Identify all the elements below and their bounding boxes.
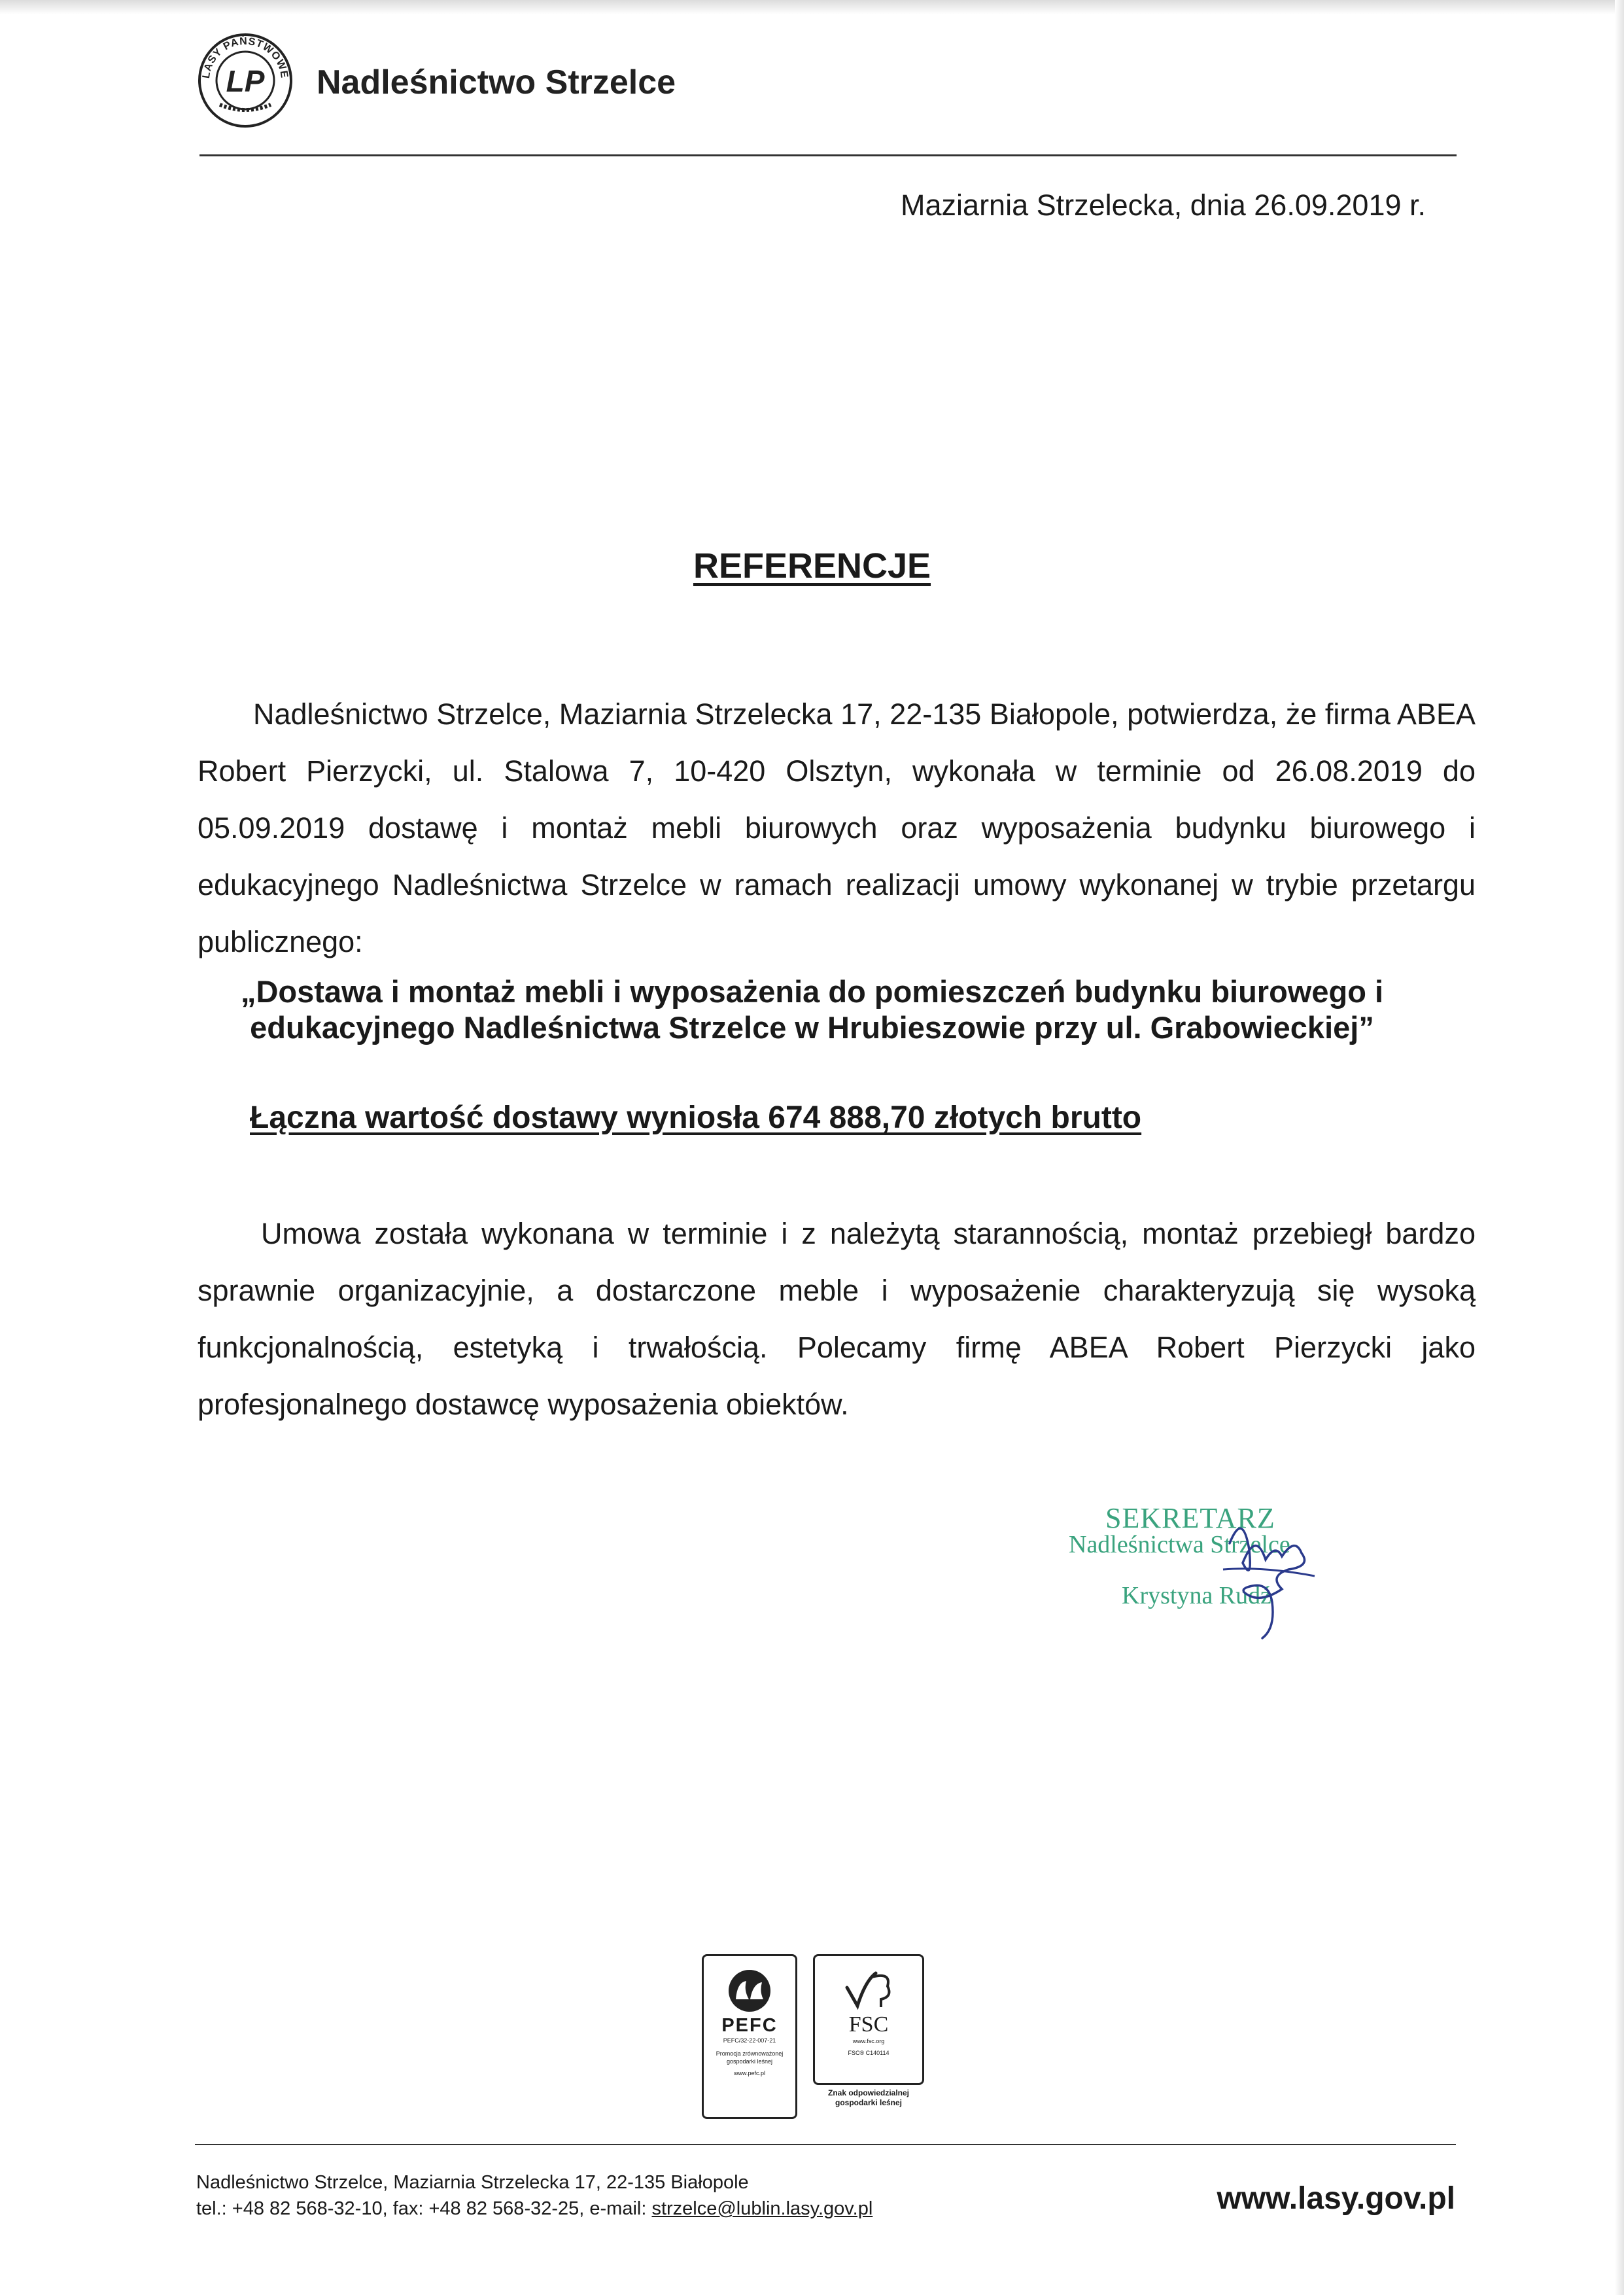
total-value-line: Łączna wartość dostawy wyniosła 674 888,70 złotych brutto <box>250 1100 1142 1135</box>
fsc-name: FSC <box>848 2012 889 2037</box>
lasy-panstwowe-logo <box>196 31 294 130</box>
footer-contact <box>196 2198 872 2220</box>
org-name: Nadleśnictwo Strzelce <box>317 63 676 101</box>
stamp-unit: Nadleśnictwa Strzelce <box>1069 1531 1290 1558</box>
pefc-code: PEFC/32-22-007-21 <box>723 2037 776 2044</box>
pefc-url: www.pefc.pl <box>733 2070 766 2076</box>
fsc-badge <box>813 1954 924 2085</box>
stamp-title: SEKRETARZ <box>1105 1502 1275 1534</box>
fsc-caption: Znak odpowiedzialnej gospodarki leśnej <box>827 2088 909 2107</box>
logo-arc-text: LASY PAŃSTWOWE <box>200 35 290 80</box>
scan-right-edge <box>1615 0 1624 2295</box>
header-divider <box>199 154 1457 156</box>
quote-line: edukacyjnego Nadleśnictwa Strzelce w Hrubieszowie przy ul. Grabowieckiej” <box>250 1010 1374 1045</box>
pefc-caption: Promocja zrównoważonej gospodarki leśnej <box>716 2050 784 2065</box>
pefc-name: PEFC <box>721 2015 778 2036</box>
stamp-name: Krystyna Rudź <box>1122 1582 1272 1609</box>
fsc-code: FSC® C140114 <box>848 2050 890 2056</box>
footer-divider <box>195 2144 1456 2145</box>
date-line: Maziarnia Strzelecka, dnia 26.09.2019 r. <box>901 188 1426 222</box>
pefc-badge <box>702 1954 797 2119</box>
pefc-tree-icon <box>727 1968 772 2014</box>
quote-line: „Dostawa i montaż mebli i wyposażenia do pomieszczeń budynku biurowego i <box>240 974 1384 1009</box>
official-stamp <box>1060 1501 1387 1645</box>
website-link[interactable]: www.lasy.gov.pl <box>1217 2181 1455 2216</box>
document-title: REFERENCJE <box>693 546 931 586</box>
handwritten-signature <box>1203 1504 1334 1641</box>
scan-top-edge <box>0 0 1624 14</box>
footer-email-link[interactable]: strzelce@lublin.lasy.gov.pl <box>651 2198 873 2219</box>
footer-address: Nadleśnictwo Strzelce, Maziarnia Strzelecka 17, 22-135 Białopole <box>196 2172 749 2193</box>
fsc-url: www.fsc.org <box>852 2038 885 2044</box>
footer-phone-fax: tel.: +48 82 568-32-10, fax: +48 82 568-32-25, e-mail: <box>196 2198 652 2219</box>
fsc-checktree-icon <box>843 1968 894 2011</box>
logo-initials: LP <box>226 64 265 98</box>
paragraph-confirmation: Nadleśnictwo Strzelce, Maziarnia Strzelecka 17, 22-135 Białopole, potwierdza, że firma ABEA Robert Pierzycki, ul. Stalowa 7, 10-420 Olsztyn, wykonała w terminie od 26.08.2019 do 05.09.2019 dostawę i montaż mebli biurowych oraz wyposażenia budynku biurowego i edukacyjnego Nadleśnictwa Strzelce w ramach realizacji umowy wykonanej w trybie przetargu publicznego: <box>198 697 1476 958</box>
contract-title-quote <box>0 973 1624 1045</box>
paragraph-recommendation: Umowa została wykonana w terminie i z należytą starannością, montaż przebiegł bardzo sprawnie organizacyjnie, a dostarczone meble i wyposażenie charakteryzują się wysoką funkcjonalnością, estetyką i trwałością. Polecamy firmę ABEA Robert Pierzycki jako profesjonalnego dostawcę wyposażenia obiektów. <box>198 1217 1476 1421</box>
